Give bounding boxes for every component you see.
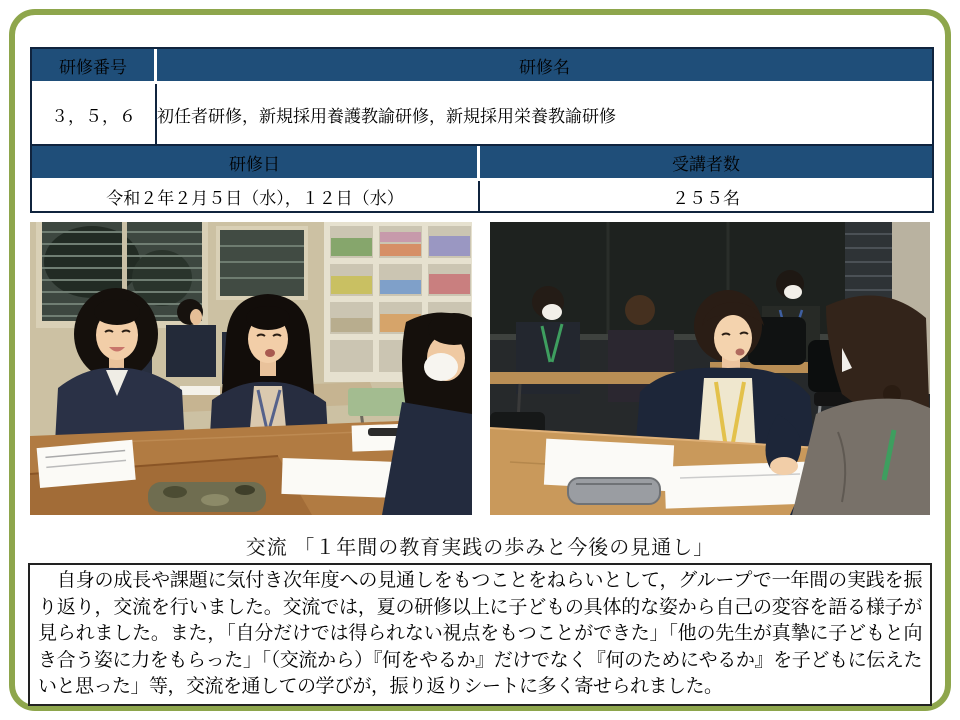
summary-text: 自身の成長や課題に気付き次年度への見通しをもつことをねらいとして，グループで一年間の実践を振り返り，交流を行いました。交流では，夏の研修以上に子どもの具体的な姿から自己の変容を語る様子が見られました。また，「自分だけでは得られない視点をもつことができた」「他の先生が真摯に子どもと向き合う姿に力をもらった」「（交流から）『何をやるか』だけでなく『何のためにやるか』を子どもに伝えたいと思った」等，交流を通しての学びが，振り返りシートに多く寄せられました。 <box>38 570 922 697</box>
table-lower <box>32 146 932 211</box>
photo-right <box>490 222 930 515</box>
cell-training-number: ３，５，６ <box>32 84 157 146</box>
cell-participant-count: ２５５名 <box>480 181 932 211</box>
pencil-case-icon <box>148 482 266 512</box>
header-cell-training-date: 研修日 <box>32 146 480 181</box>
header-cell-training-number: 研修番号 <box>32 49 157 84</box>
summary-box <box>28 563 932 706</box>
training-info-table <box>30 47 934 213</box>
header-cell-participant-count: 受講者数 <box>480 146 932 181</box>
pencil-case-icon <box>568 478 660 504</box>
window-blinds-icon <box>845 222 893 308</box>
cell-training-date: 令和２年２月５日（水），１２日（水） <box>32 181 480 211</box>
photo-caption: 交流 「１年間の教育実践の歩みと今後の見通し」 <box>245 537 715 559</box>
cell-training-name: 初任者研修，新規採用養護教諭研修，新規採用栄養教諭研修 <box>157 84 932 146</box>
photo-left <box>30 222 472 515</box>
window-small-icon <box>216 226 308 300</box>
table-upper <box>32 49 932 146</box>
header-cell-training-name: 研修名 <box>157 49 932 84</box>
photo-right-illustration <box>490 222 930 515</box>
photo-left-illustration <box>30 222 472 515</box>
